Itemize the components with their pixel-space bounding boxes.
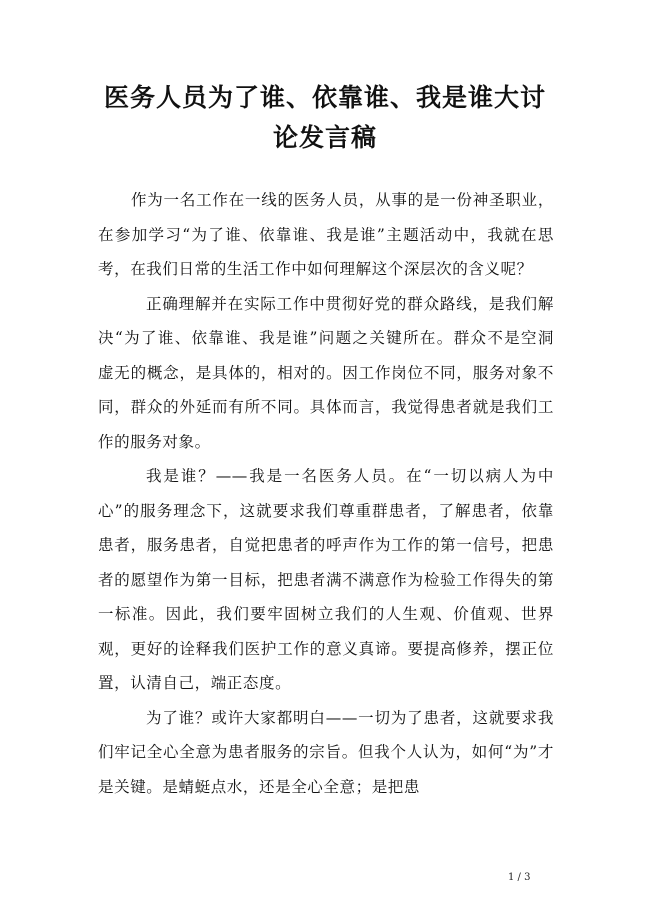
paragraph-intro: 作为一名工作在一线的医务人员，从事的是一份神圣职业， 在参加学习“为了谁、依靠谁、我是谁”主题活动中，我就在思 考，在我们日常的生活工作中如何理解这个深层次的含义呢？ — [98, 191, 554, 278]
paragraph-for-whom: 为了谁？或许大家都明白——一切为了患者，这就要求我们牢记全心全意为患者服务的宗旨。但我个人认为，如何“为”才 是关键。是蜻蜓点水，还是全心全意；是把患 — [98, 708, 554, 796]
document-body — [98, 183, 554, 804]
document-title: 医务人员为了谁、依靠谁、我是谁大讨论发言稿 — [103, 83, 546, 152]
paragraph-mass-line: 正确理解并在实际工作中贯彻好党的群众路线，是我们解 决“为了谁、依靠谁、我是谁”问题之关键所在。群众不是空洞 虚无的概念，是具体的，相对的。因工作岗位不同，服务对象不同，群众的外延而有所不同。具体而言，我觉得患者就是我们工作的服务对象。 — [98, 294, 554, 451]
page-number: 1 / 3 — [508, 872, 531, 883]
paragraph-who-am-i: 我是谁？——我是一名医务人员。在“一切以病人为中心”的服务理念下，这就要求我们尊重群患者，了解患者，依靠患者，服务患者，自觉把患者的呼声作为工作的第一信号，把患者的愿望作为第一目标，把患者满不满意作为检验工作得失的第一标准。因此，我们要牢固树立我们的人生观、价值观、世界观，更好的诠释我们医护工作的意义真谛。要提高修养，摆正位置，认清自己，端正态度。 — [98, 467, 554, 692]
